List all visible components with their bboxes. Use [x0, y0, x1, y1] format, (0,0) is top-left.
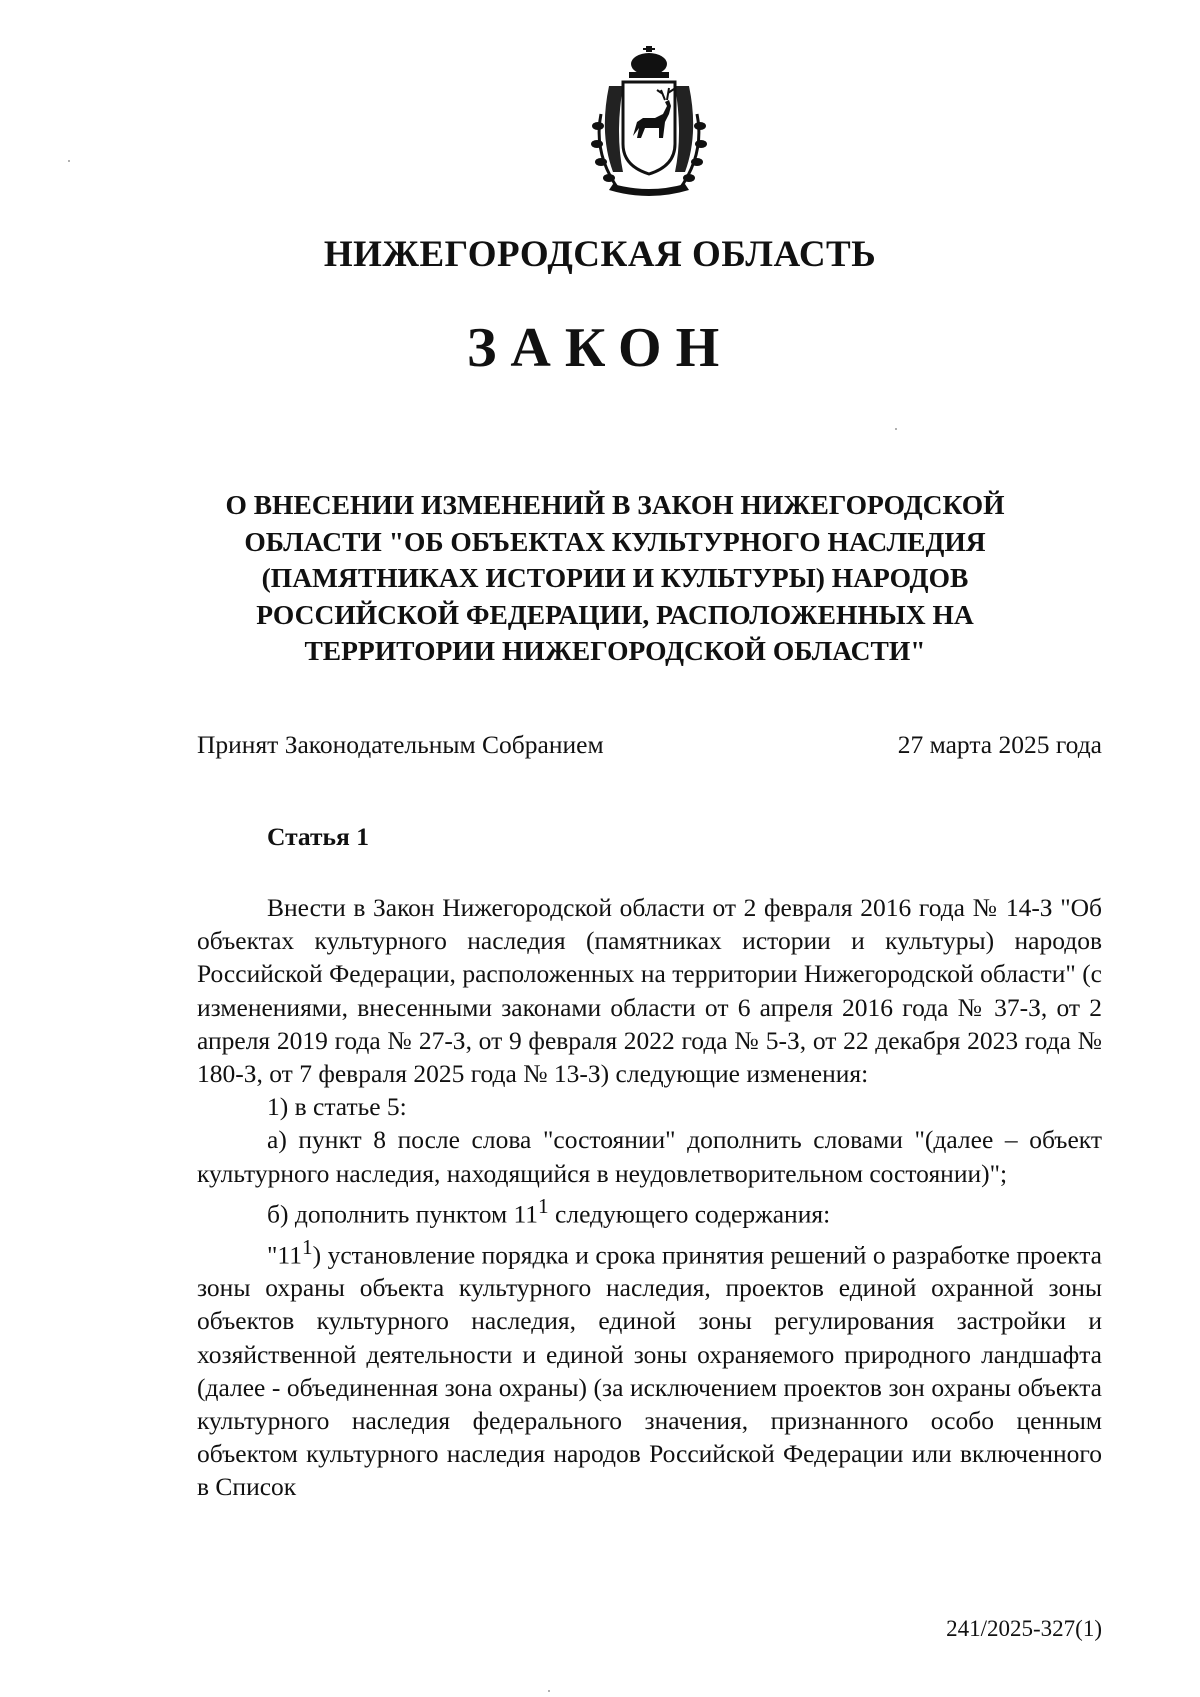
scan-speck	[548, 1690, 550, 1692]
law-title-line: ОБЛАСТИ "ОБ ОБЪЕКТАХ КУЛЬТУРНОГО НАСЛЕДИЯ	[244, 525, 986, 557]
quoted-item	[197, 1231, 1102, 1504]
superscript: 1	[301, 1234, 313, 1259]
law-title	[190, 487, 1040, 670]
quoted-item-start: "11	[267, 1240, 302, 1270]
adoption-date: 27 марта 2025 года	[897, 730, 1102, 759]
item-1: 1) в статье 5:	[267, 1092, 407, 1122]
law-title-line: ТЕРРИТОРИИ НИЖЕГОРОДСКОЙ ОБЛАСТИ"	[304, 635, 926, 666]
item-b-text-end: следующего содержания:	[548, 1199, 831, 1229]
scan-speck	[68, 160, 70, 162]
coat-of-arms-icon	[579, 44, 719, 202]
adoption-line	[197, 730, 1102, 760]
law-title-line: РОССИЙСКОЙ ФЕДЕРАЦИИ, РАСПОЛОЖЕННЫХ НА	[256, 598, 974, 630]
law-title-line: (ПАМЯТНИКАХ ИСТОРИИ И КУЛЬТУРЫ) НАРОДОВ	[261, 562, 969, 593]
law-title-line: О ВНЕСЕНИИ ИЗМЕНЕНИЙ В ЗАКОН НИЖЕГОРОДСКОЙ	[225, 489, 1005, 520]
item-b	[197, 1190, 1102, 1231]
quoted-item-text: ) установление порядка и срока принятия решений о разработке проекта зоны охраны объекта культурного наследия, проектов единой охранной зоны объектов культурного наследия, единой зоны регулирования застройки и хозяйственной деятельности и единой зоны охраняемого природного ландшафта (далее - объединенная зона охраны) (за исключением проектов зон охраны объекта культурного наследия федерального значения, признанного особо ценным объектом культурного наследия народов Российской Федерации или включенного в Список	[197, 1240, 1102, 1502]
article-heading: Статья 1	[267, 822, 369, 851]
document-type: ЗАКОН	[466, 317, 734, 379]
adoption-label: Принят Законодательным Собранием	[197, 730, 604, 759]
document-number: 241/2025-327(1)	[946, 1616, 1102, 1641]
intro-paragraph: Внести в Закон Нижегородской области от 2 февраля 2016 года № 14-З "Об объектах культурного наследия (памятниках истории и культуры) народов Российской Федерации, расположенных на территории Нижегородской области" (с изменениями, внесенными законами области от 6 апреля 2016 года № 37-З, от 2 апреля 2019 года № 27-З, от 9 февраля 2022 года № 5-З, от 22 декабря 2023 года № 180-З, от 7 февраля 2025 года № 13-З) следующие изменения:	[197, 893, 1102, 1089]
scan-speck	[895, 428, 897, 430]
superscript: 1	[538, 1193, 549, 1218]
region-name: НИЖЕГОРОДСКАЯ ОБЛАСТЬ	[323, 234, 877, 275]
item-a: а) пункт 8 после слова "состоянии" дополнить словами "(далее – объект культурного наследия, находящийся в неудовлетворительном состоянии)";	[197, 1125, 1102, 1188]
item-b-text: б) дополнить пунктом 11	[267, 1199, 539, 1229]
article-body	[197, 891, 1102, 1504]
